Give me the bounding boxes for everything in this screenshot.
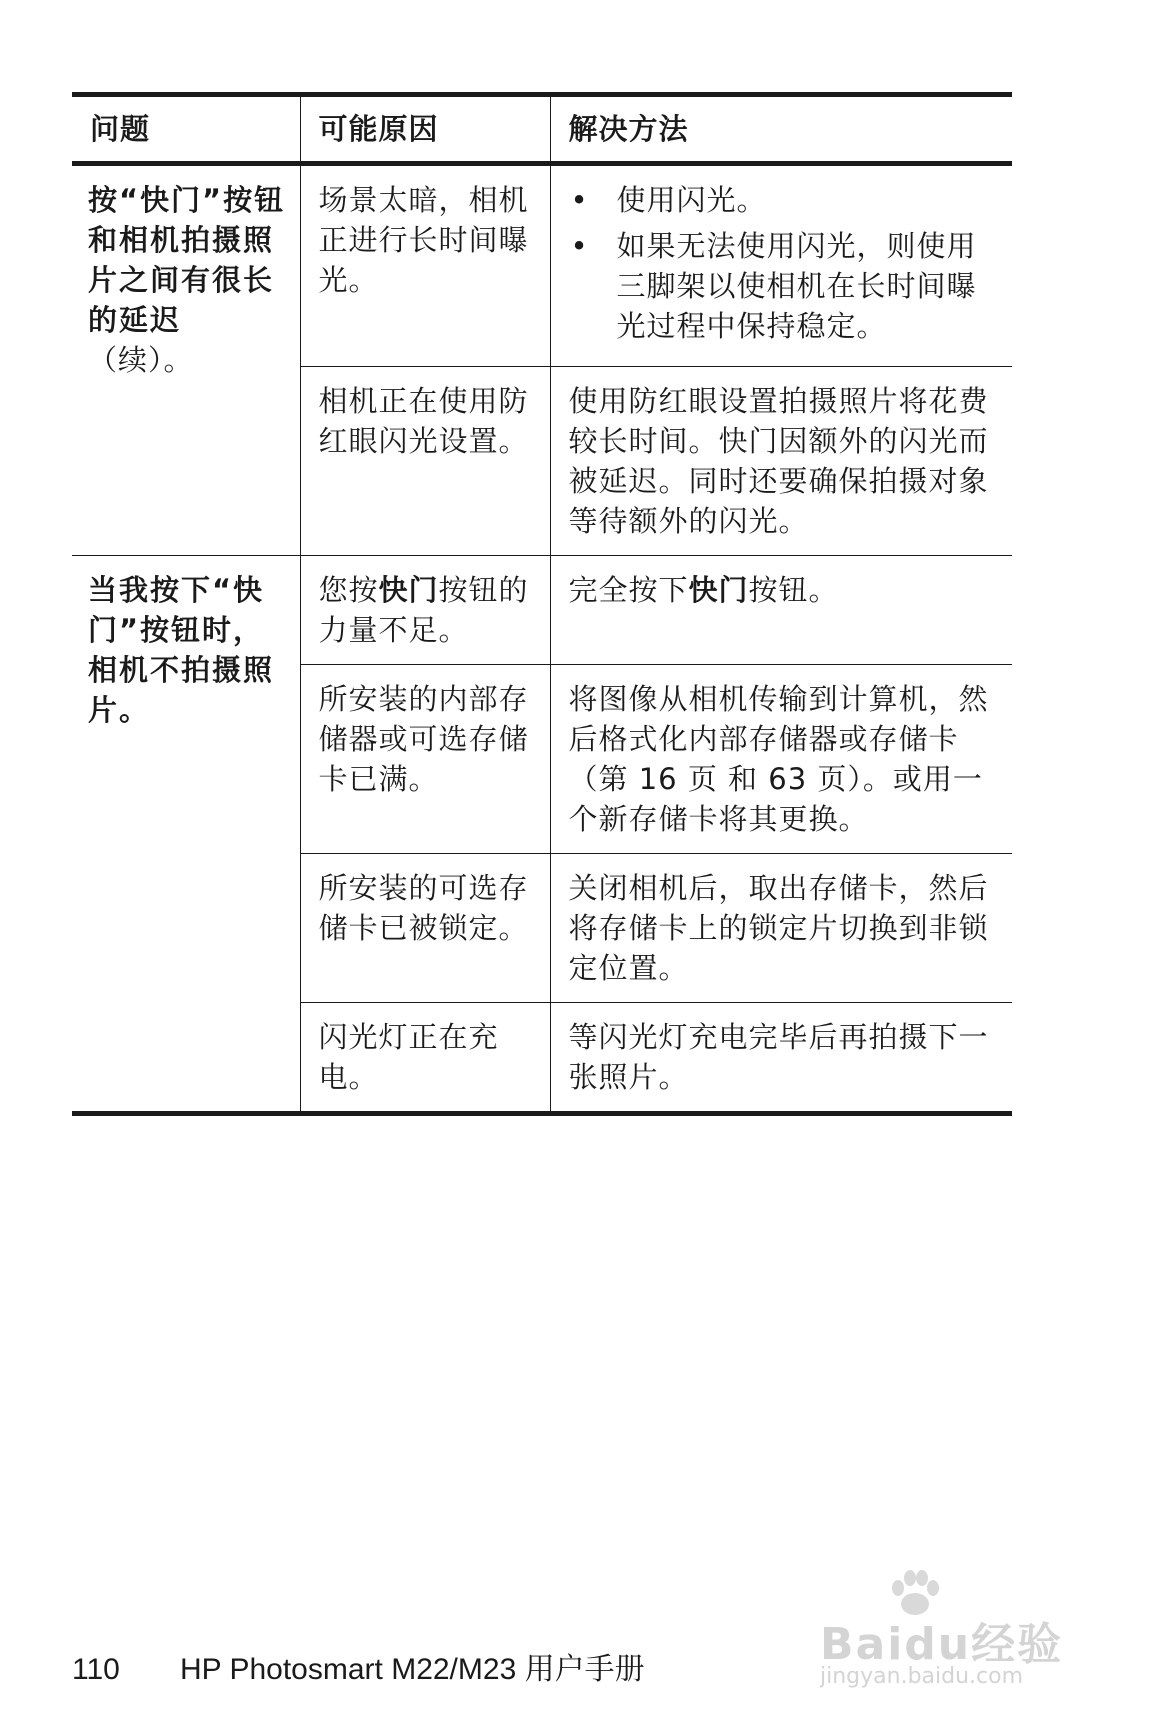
solution-cell: 使用防红眼设置拍摄照片将花费较长时间。快门因额外的闪光而被延迟。同时还要确保拍摄对象等待额外的闪光。 xyxy=(550,367,1012,556)
table-header-row xyxy=(72,95,1012,164)
header-solution: 解决方法 xyxy=(550,95,1012,164)
cause-cell: 所安装的内部存储器或可选存储卡已满。 xyxy=(300,665,550,854)
solution-text: 按钮。 xyxy=(748,573,839,607)
solution-cell: 关闭相机后，取出存储卡，然后将存储卡上的锁定片切换到非锁定位置。 xyxy=(550,854,1012,1003)
shutter-term: 快门 xyxy=(688,573,749,607)
cause-cell: 场景太暗，相机正进行长时间曝光。 xyxy=(300,164,550,367)
solution-cell: 等闪光灯充电完毕后再拍摄下一张照片。 xyxy=(550,1003,1012,1114)
cause-text: 您按 xyxy=(318,573,379,607)
cause-text: 按钮的力量不足。 xyxy=(318,573,529,647)
problem-cell xyxy=(72,164,300,556)
header-cause: 可能原因 xyxy=(300,95,550,164)
shutter-term: 快门 xyxy=(378,573,439,607)
problem-title: 当我按下“快门”按钮时，相机不拍摄照片。 xyxy=(88,573,275,727)
table-row xyxy=(72,556,1012,665)
page-footer xyxy=(72,1644,645,1688)
problem-continued-note: （续）。 xyxy=(88,343,194,377)
troubleshooting-table xyxy=(72,92,1012,1116)
cause-cell: 所安装的可选存储卡已被锁定。 xyxy=(300,854,550,1003)
solution-cell: 将图像从相机传输到计算机，然后格式化内部存储器或存储卡（第 16 页 和 63 页）。或用一个新存储卡将其更换。 xyxy=(550,665,1012,854)
watermark-url: jingyan.baidu.com xyxy=(820,1664,1024,1689)
solution-bullet: • 使用闪光。 xyxy=(569,180,999,220)
table-row xyxy=(72,164,1012,367)
cause-cell: 相机正在使用防红眼闪光设置。 xyxy=(300,367,550,556)
cause-cell: 闪光灯正在充电。 xyxy=(300,1003,550,1114)
problem-title: 按“快门”按钮和相机拍摄照片之间有很长的延迟 xyxy=(88,183,286,337)
watermark-brand: Baidu经验 xyxy=(820,1619,1064,1670)
header-problem: 问题 xyxy=(72,95,300,164)
solution-bullet: • 如果无法使用闪光，则使用三脚架以使相机在长时间曝光过程中保持稳定。 xyxy=(569,226,999,346)
solution-bullet-list xyxy=(569,180,999,346)
problem-cell xyxy=(72,556,300,1114)
page-number: 110 xyxy=(72,1653,120,1686)
solution-text: 完全按下 xyxy=(568,573,689,607)
cause-cell xyxy=(300,556,550,665)
solution-cell xyxy=(550,556,1012,665)
manual-title: HP Photosmart M22/M23 用户手册 xyxy=(180,1653,645,1686)
solution-cell xyxy=(550,164,1012,367)
baidu-watermark xyxy=(820,1568,1110,1688)
